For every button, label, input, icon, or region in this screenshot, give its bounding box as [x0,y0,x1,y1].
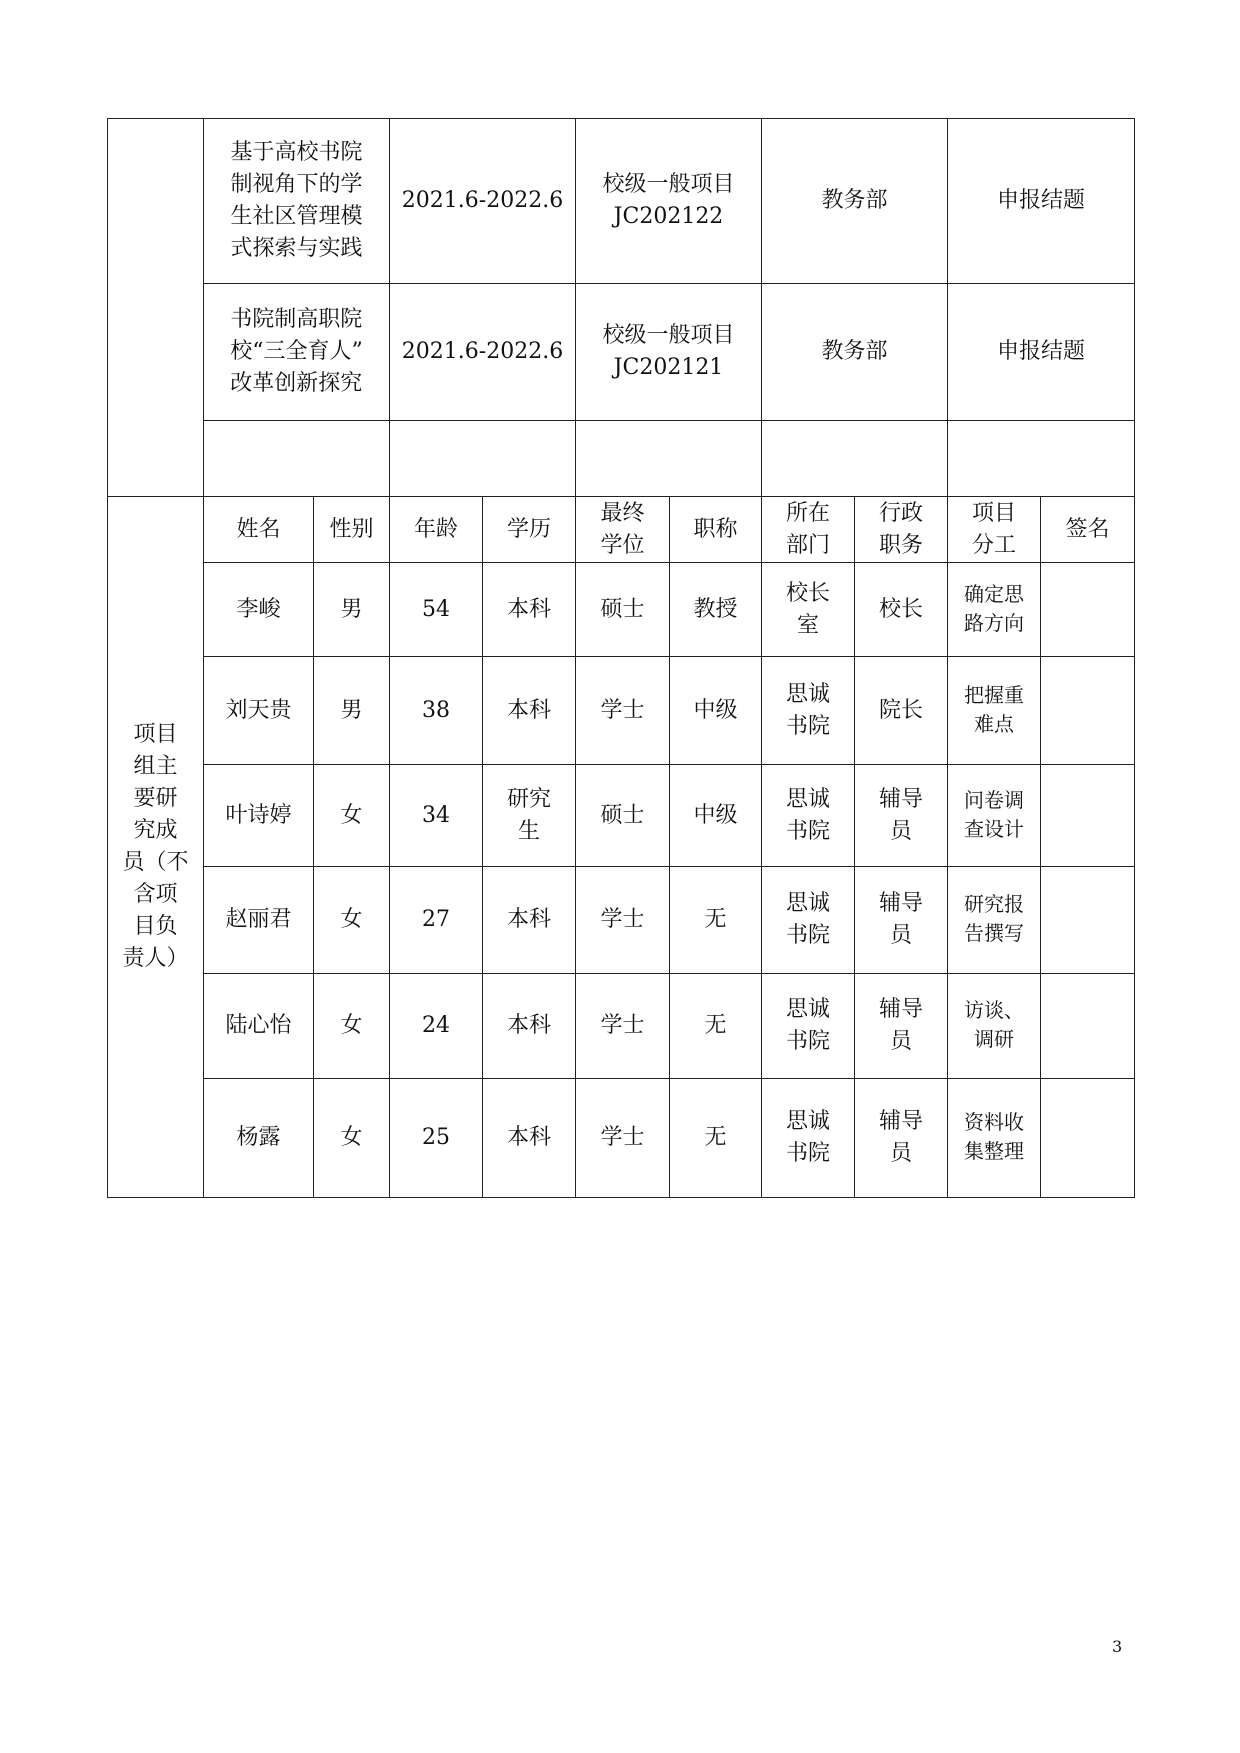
project-status: 申报结题 [996,339,1085,364]
member-dept-text: 思诚 书院 [785,681,830,739]
project-title-cell [204,119,390,284]
member-role-text: 研究报 告撰写 [964,892,1024,945]
header-sign [1041,497,1135,563]
member-title: 无 [670,867,762,974]
header-age [390,497,483,563]
project-period-cell [390,284,576,421]
member-position-text: 辅导 员 [878,997,923,1054]
member-role-text: 问卷调 查设计 [964,787,1024,841]
project-level: 校级一般项目 JC202121 [602,323,735,380]
member-age: 34 [390,765,483,867]
member-gender: 男 [314,657,390,765]
project-level: 校级一般项目 JC202122 [602,172,735,229]
member-name: 李峻 [204,563,314,657]
member-role [948,765,1041,867]
project-level-cell [576,119,762,284]
member-sign [1041,974,1135,1079]
members-section-label: 项目 组主 要研 究成 员（不 含项 目负 责人） [122,722,189,971]
member-name: 刘天贵 [204,657,314,765]
member-position [855,1079,948,1198]
member-position [855,867,948,974]
empty-cell [204,421,390,497]
member-role-text: 把握重 难点 [964,682,1024,736]
member-title: 教授 [670,563,762,657]
empty-cell [762,421,948,497]
member-age: 38 [390,657,483,765]
member-gender: 女 [314,765,390,867]
member-row [108,867,1135,974]
project-row-empty [108,421,1135,497]
member-position [855,657,948,765]
member-dept [762,867,855,974]
member-row [108,657,1135,765]
member-position-text: 院长 [878,697,923,723]
project-level-cell [576,284,762,421]
header-gender [314,497,390,563]
member-sign [1041,657,1135,765]
member-position-text: 校长 [878,596,923,622]
member-degree: 学士 [576,974,670,1079]
header-education-text: 学历 [506,516,551,542]
header-degree-text: 最终 学位 [600,500,645,558]
project-dept-cell [762,284,948,421]
member-dept-text: 思诚 书院 [785,786,830,844]
member-sign [1041,765,1135,867]
member-title: 中级 [670,657,762,765]
member-gender: 女 [314,867,390,974]
project-table [107,118,1135,1198]
member-name: 叶诗婷 [204,765,314,867]
member-dept [762,1079,855,1198]
member-education [483,657,576,765]
member-role [948,1079,1041,1198]
member-education-text: 本科 [506,697,551,723]
member-position [855,974,948,1079]
header-title-text: 职称 [693,516,738,542]
member-dept-text: 校长 室 [785,580,830,638]
member-name: 陆心怡 [204,974,314,1079]
header-age-text: 年龄 [413,516,458,542]
header-role-text: 项目 分工 [971,500,1016,558]
member-education [483,765,576,867]
member-education-text: 研究 生 [506,786,551,844]
member-gender: 男 [314,563,390,657]
member-position-text: 辅导 员 [878,1109,923,1166]
member-sign [1041,867,1135,974]
member-education-text: 本科 [506,596,551,622]
empty-cell [390,421,576,497]
header-gender-text: 性别 [329,516,374,542]
member-role-text: 确定思 路方向 [964,581,1024,635]
member-education-text: 本科 [506,1013,551,1038]
member-degree: 学士 [576,657,670,765]
member-position [855,765,948,867]
member-dept-text: 思诚 书院 [785,997,830,1054]
header-education [483,497,576,563]
member-position-text: 辅导 员 [878,891,923,948]
member-education-text: 本科 [506,1125,551,1150]
member-education [483,974,576,1079]
member-position [855,563,948,657]
member-title: 中级 [670,765,762,867]
project-period: 2021.6-2022.6 [401,188,564,213]
member-name: 杨露 [204,1079,314,1198]
empty-cell [948,421,1135,497]
member-sign [1041,563,1135,657]
member-dept-text: 思诚 书院 [785,891,830,948]
project-department: 教务部 [821,188,888,213]
member-education [483,563,576,657]
member-sign [1041,1079,1135,1198]
member-row [108,1079,1135,1198]
member-degree: 硕士 [576,765,670,867]
header-name-text: 姓名 [236,516,281,542]
member-degree: 学士 [576,1079,670,1198]
member-education [483,867,576,974]
member-role [948,657,1041,765]
member-dept [762,563,855,657]
project-dept-cell [762,119,948,284]
member-age: 25 [390,1079,483,1198]
project-title: 书院制高职院 校“三全育人” 改革创新探究 [230,307,363,396]
member-education-text: 本科 [506,907,551,932]
member-title: 无 [670,1079,762,1198]
header-sign-text: 签名 [1065,516,1110,542]
member-dept [762,657,855,765]
members-header-row [108,497,1135,563]
header-dept [762,497,855,563]
project-status-cell [948,284,1135,421]
member-title: 无 [670,974,762,1079]
member-role [948,974,1041,1079]
member-gender: 女 [314,974,390,1079]
header-position-text: 行政 职务 [878,500,923,558]
project-status: 申报结题 [996,188,1085,213]
left-label-cell [108,119,204,497]
member-dept-text: 思诚 书院 [785,1109,830,1166]
member-education [483,1079,576,1198]
header-dept-text: 所在 部门 [785,500,830,558]
member-dept [762,765,855,867]
project-department: 教务部 [821,339,888,364]
member-age: 27 [390,867,483,974]
member-gender: 女 [314,1079,390,1198]
project-title: 基于高校书院 制视角下的学 生社区管理模 式探索与实践 [230,140,363,261]
member-name: 赵丽君 [204,867,314,974]
project-title-cell [204,284,390,421]
header-position [855,497,948,563]
empty-cell [576,421,762,497]
member-row [108,563,1135,657]
member-role [948,563,1041,657]
member-degree: 硕士 [576,563,670,657]
page-number: 3 [1112,1637,1123,1656]
member-position-text: 辅导 员 [878,786,923,844]
members-section-label-cell [108,497,204,1198]
header-name [204,497,314,563]
member-age: 24 [390,974,483,1079]
member-role [948,867,1041,974]
project-row [108,284,1135,421]
member-role-text: 访谈、 调研 [964,998,1024,1051]
member-role-text: 资料收 集整理 [964,1110,1024,1163]
member-age: 54 [390,563,483,657]
project-row [108,119,1135,284]
project-period: 2021.6-2022.6 [401,339,564,364]
member-degree: 学士 [576,867,670,974]
header-title [670,497,762,563]
member-row [108,765,1135,867]
member-row [108,974,1135,1079]
project-period-cell [390,119,576,284]
header-role [948,497,1041,563]
project-status-cell [948,119,1135,284]
header-degree [576,497,670,563]
member-dept [762,974,855,1079]
